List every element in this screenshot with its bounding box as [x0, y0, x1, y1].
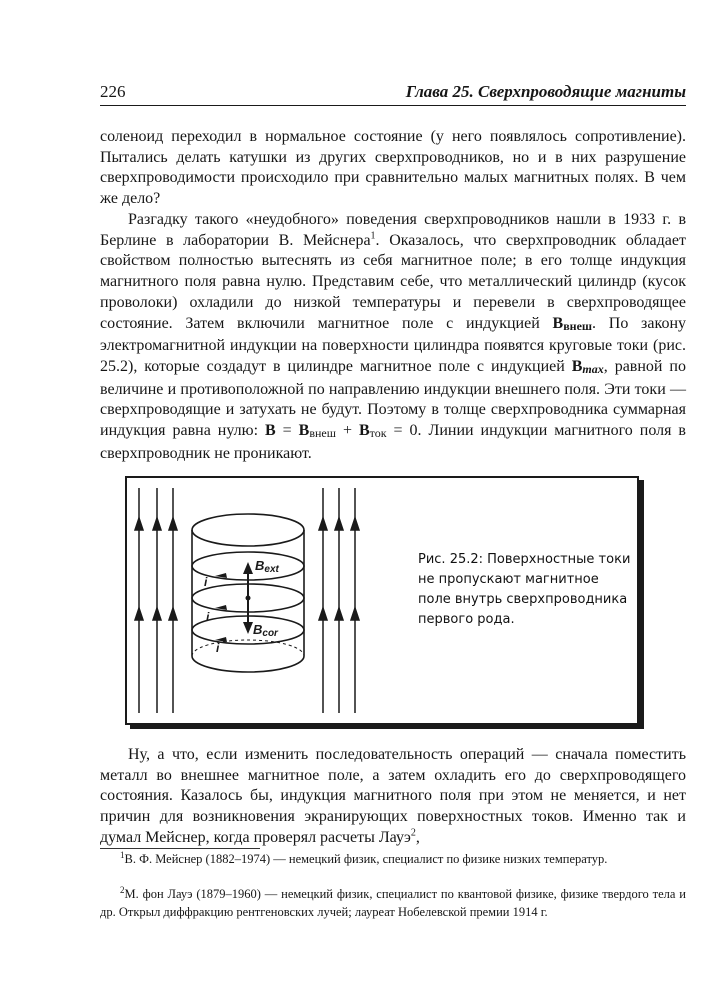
label-i-1: i: [204, 575, 208, 589]
figure-25-2: [125, 476, 639, 725]
p3-text-a: Ну, а что, если изменить последовательность операций — сначала поместить металл во внешнее магнитное поле, а затем охладить его до сверхпроводящего состояния. Казалось бы, индукция магнитного поля при этом не меняется, и нет причин для возникновения экранирующих поверхностных токов. Именно так и думал Мейснер, когда проверял расчеты Лауэ: [100, 746, 686, 846]
p2-text-e: . Линии индукции магнитного поля в сверхпроводник не проникают.: [100, 422, 686, 462]
label-i-3: i: [216, 641, 220, 655]
figure-caption: Рис. 25.2: Поверхностные токи не пропускают магнитное поле внутрь сверхпроводника первого рода.: [418, 552, 631, 627]
p3-text-b: ,: [415, 828, 420, 846]
footnote-2-mark: 2: [120, 885, 125, 895]
equation: B = Bвнеш + Bток = 0: [265, 422, 418, 441]
footnote-1: [100, 851, 686, 869]
footnote-ref-1: 1: [370, 230, 376, 242]
p2-text-d: , равной по величине и противоположной по направлению индукции внешнего поля. Эти токи — сверхпроводящие и затухать не будут. Поэтому в толще сверхпроводника суммарная индукция равна нулю:: [100, 357, 686, 440]
label-i-2: i: [206, 610, 210, 624]
footnote-2-text: М. фон Лауэ (1879–1960) — немецкий физик, специалист по квантовой физике, физике твердого тела и др. Открыл диффракцию рентгеновских лучей; лауреат Нобелевской премии 1914 г.: [100, 887, 686, 919]
paragraph-2: [100, 210, 686, 464]
label-b-cor: Bcor: [253, 622, 278, 639]
p2-text-c: . По закону электромагнитной индукции на поверхности цилиндра появятся круговые токи (рис. 25.2), которые создадут в цилиндре магнитное поле с индукцией: [100, 314, 687, 375]
running-title: Глава 25. Сверхпроводящие магниты: [405, 82, 686, 101]
p2-text-b: . Оказалось, что сверхпроводник обладает свойством полностью вытеснять из себя магнитное поле; в его толще индукция магнитного поля равна нулю. Представим себе, что металлический цилиндр (кусок проволоки) охладили до низкой температуры и перевели в сверхпроводящее состояние. Затем включили магнитное поле с индукцией: [100, 231, 686, 332]
page-number: 226: [100, 82, 126, 101]
footnote-rule: [100, 848, 260, 849]
footnote-ref-2: 2: [410, 827, 416, 839]
header-rule: [100, 105, 686, 106]
b-vectors: [243, 562, 253, 634]
page-header: [100, 82, 686, 104]
symbol-b-max: Bmax: [571, 357, 604, 376]
p2-text-a: Разгадку такого «неудобного» поведения сверхпроводников нашли в 1933 г. в Берлине в лаборатории В. Мейснера: [100, 211, 686, 249]
paragraph-1: соленоид переходил в нормальное состояние (у него появлялось сопротивление). Пытались делать катушки из других сверхпроводников, но и в них разрушение сверхпроводимости происходило при сравнительно малых магнитных полях. В чем же дело?: [100, 128, 686, 208]
footnote-2: [100, 886, 686, 921]
footnote-1-mark: 1: [120, 850, 125, 860]
current-arrows: [215, 573, 227, 642]
paragraph-3: [100, 745, 686, 849]
label-b-ext: Bext: [255, 558, 279, 575]
symbol-b-ext: Bвнеш: [552, 314, 593, 333]
footnote-1-text: В. Ф. Мейснер (1882–1974) — немецкий физик, специалист по физике низких температур.: [124, 852, 608, 866]
